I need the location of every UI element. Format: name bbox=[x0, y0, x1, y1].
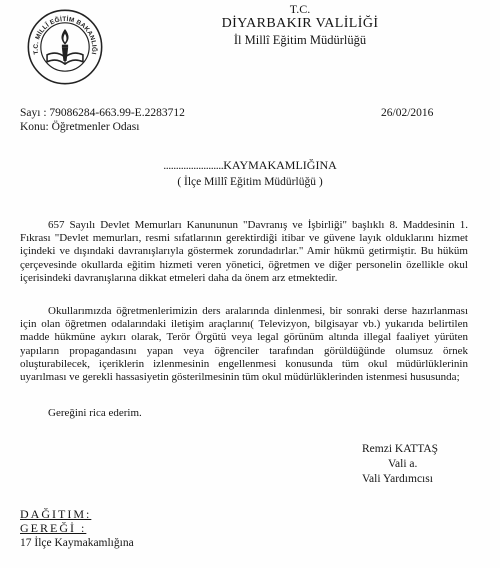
header-governorship: DİYARBAKIR VALİLİĞİ bbox=[221, 16, 379, 31]
distribution-action-label: GEREĞİ : bbox=[20, 521, 87, 535]
addressee-dots: ........................ bbox=[163, 158, 224, 172]
header-directorate: İl Millî Eğitim Müdürlüğü bbox=[233, 33, 367, 47]
signer-title-line2: Vali Yardımcısı bbox=[362, 473, 433, 485]
header-state: T.C. bbox=[289, 2, 311, 16]
addressee-unit: ( İlçe Millî Eğitim Müdürlüğü ) bbox=[177, 176, 323, 188]
signer-name: Remzi KATTAŞ bbox=[362, 443, 439, 455]
document-subject: Konu: Öğretmenler Odası bbox=[20, 121, 140, 133]
signer-title-line1: Vali a. bbox=[388, 458, 418, 470]
body-paragraph-2: Okullarımızda öğretmenlerimizin ders aralarında dinlenmesi, bir sonraki derse hazırlanması için olan öğretmen odalarındaki iletişim araçlarını( Televizyon, bilgisayar vb.) yukarıda belirtilen madde hükmüne aykırı olarak, Terör Örgütü veya legal görünüm altında illegal faaliyet yürüten yapıların propagandasını yapan veya öğrenciler tarafından görüldüğünde olumsuz örnek oluşturabilecek, içeriklerin izlenmesinin engellenmesi konusunda tüm okul müdürlüklerinin uyarılması ve gerekli hassasiyetin gösterilmesinin tüm okul müdürlüklerinden istenmesi hususunda; bbox=[20, 305, 468, 384]
document-date: 26/02/2016 bbox=[381, 107, 434, 119]
distribution-item: 17 İlçe Kaymakamlığına bbox=[20, 537, 134, 549]
reference-number: Sayı : 79086284-663.99-E.2283712 bbox=[20, 107, 185, 119]
ministry-emblem-icon bbox=[26, 8, 104, 86]
body-paragraph-closing: Gereğini rica ederim. bbox=[48, 407, 142, 419]
addressee-name: KAYMAKAMLIĞINA bbox=[223, 158, 337, 172]
emblem-ring-text: T.C. MİLLÎ EĞİTİM BAKANLIĞI bbox=[32, 15, 98, 56]
addressee bbox=[0, 158, 500, 173]
distribution-label: DAĞITIM: bbox=[20, 507, 92, 521]
body-paragraph-1: 657 Sayılı Devlet Memurları Kanununun "Davranış ve İşbirliği" başlıklı 8. Maddesinin 1. Fıkrası "Devlet memurları, resmi sıfatlarının gerektirdiği itibar ve güvene layık olduklarını hizmet içindeki ve dışındaki davranışlarıyla göstermek zorundadırlar." Amir hükmü getirmiştir. Bu hüküm çerçevesinde okullarda eğitim hizmeti veren yönetici, öğretmen ve diğer personelin özellikle okul içerisindeki davranışlarına dikkat etmeleri daha da önem arz etmektedir. bbox=[20, 219, 468, 284]
